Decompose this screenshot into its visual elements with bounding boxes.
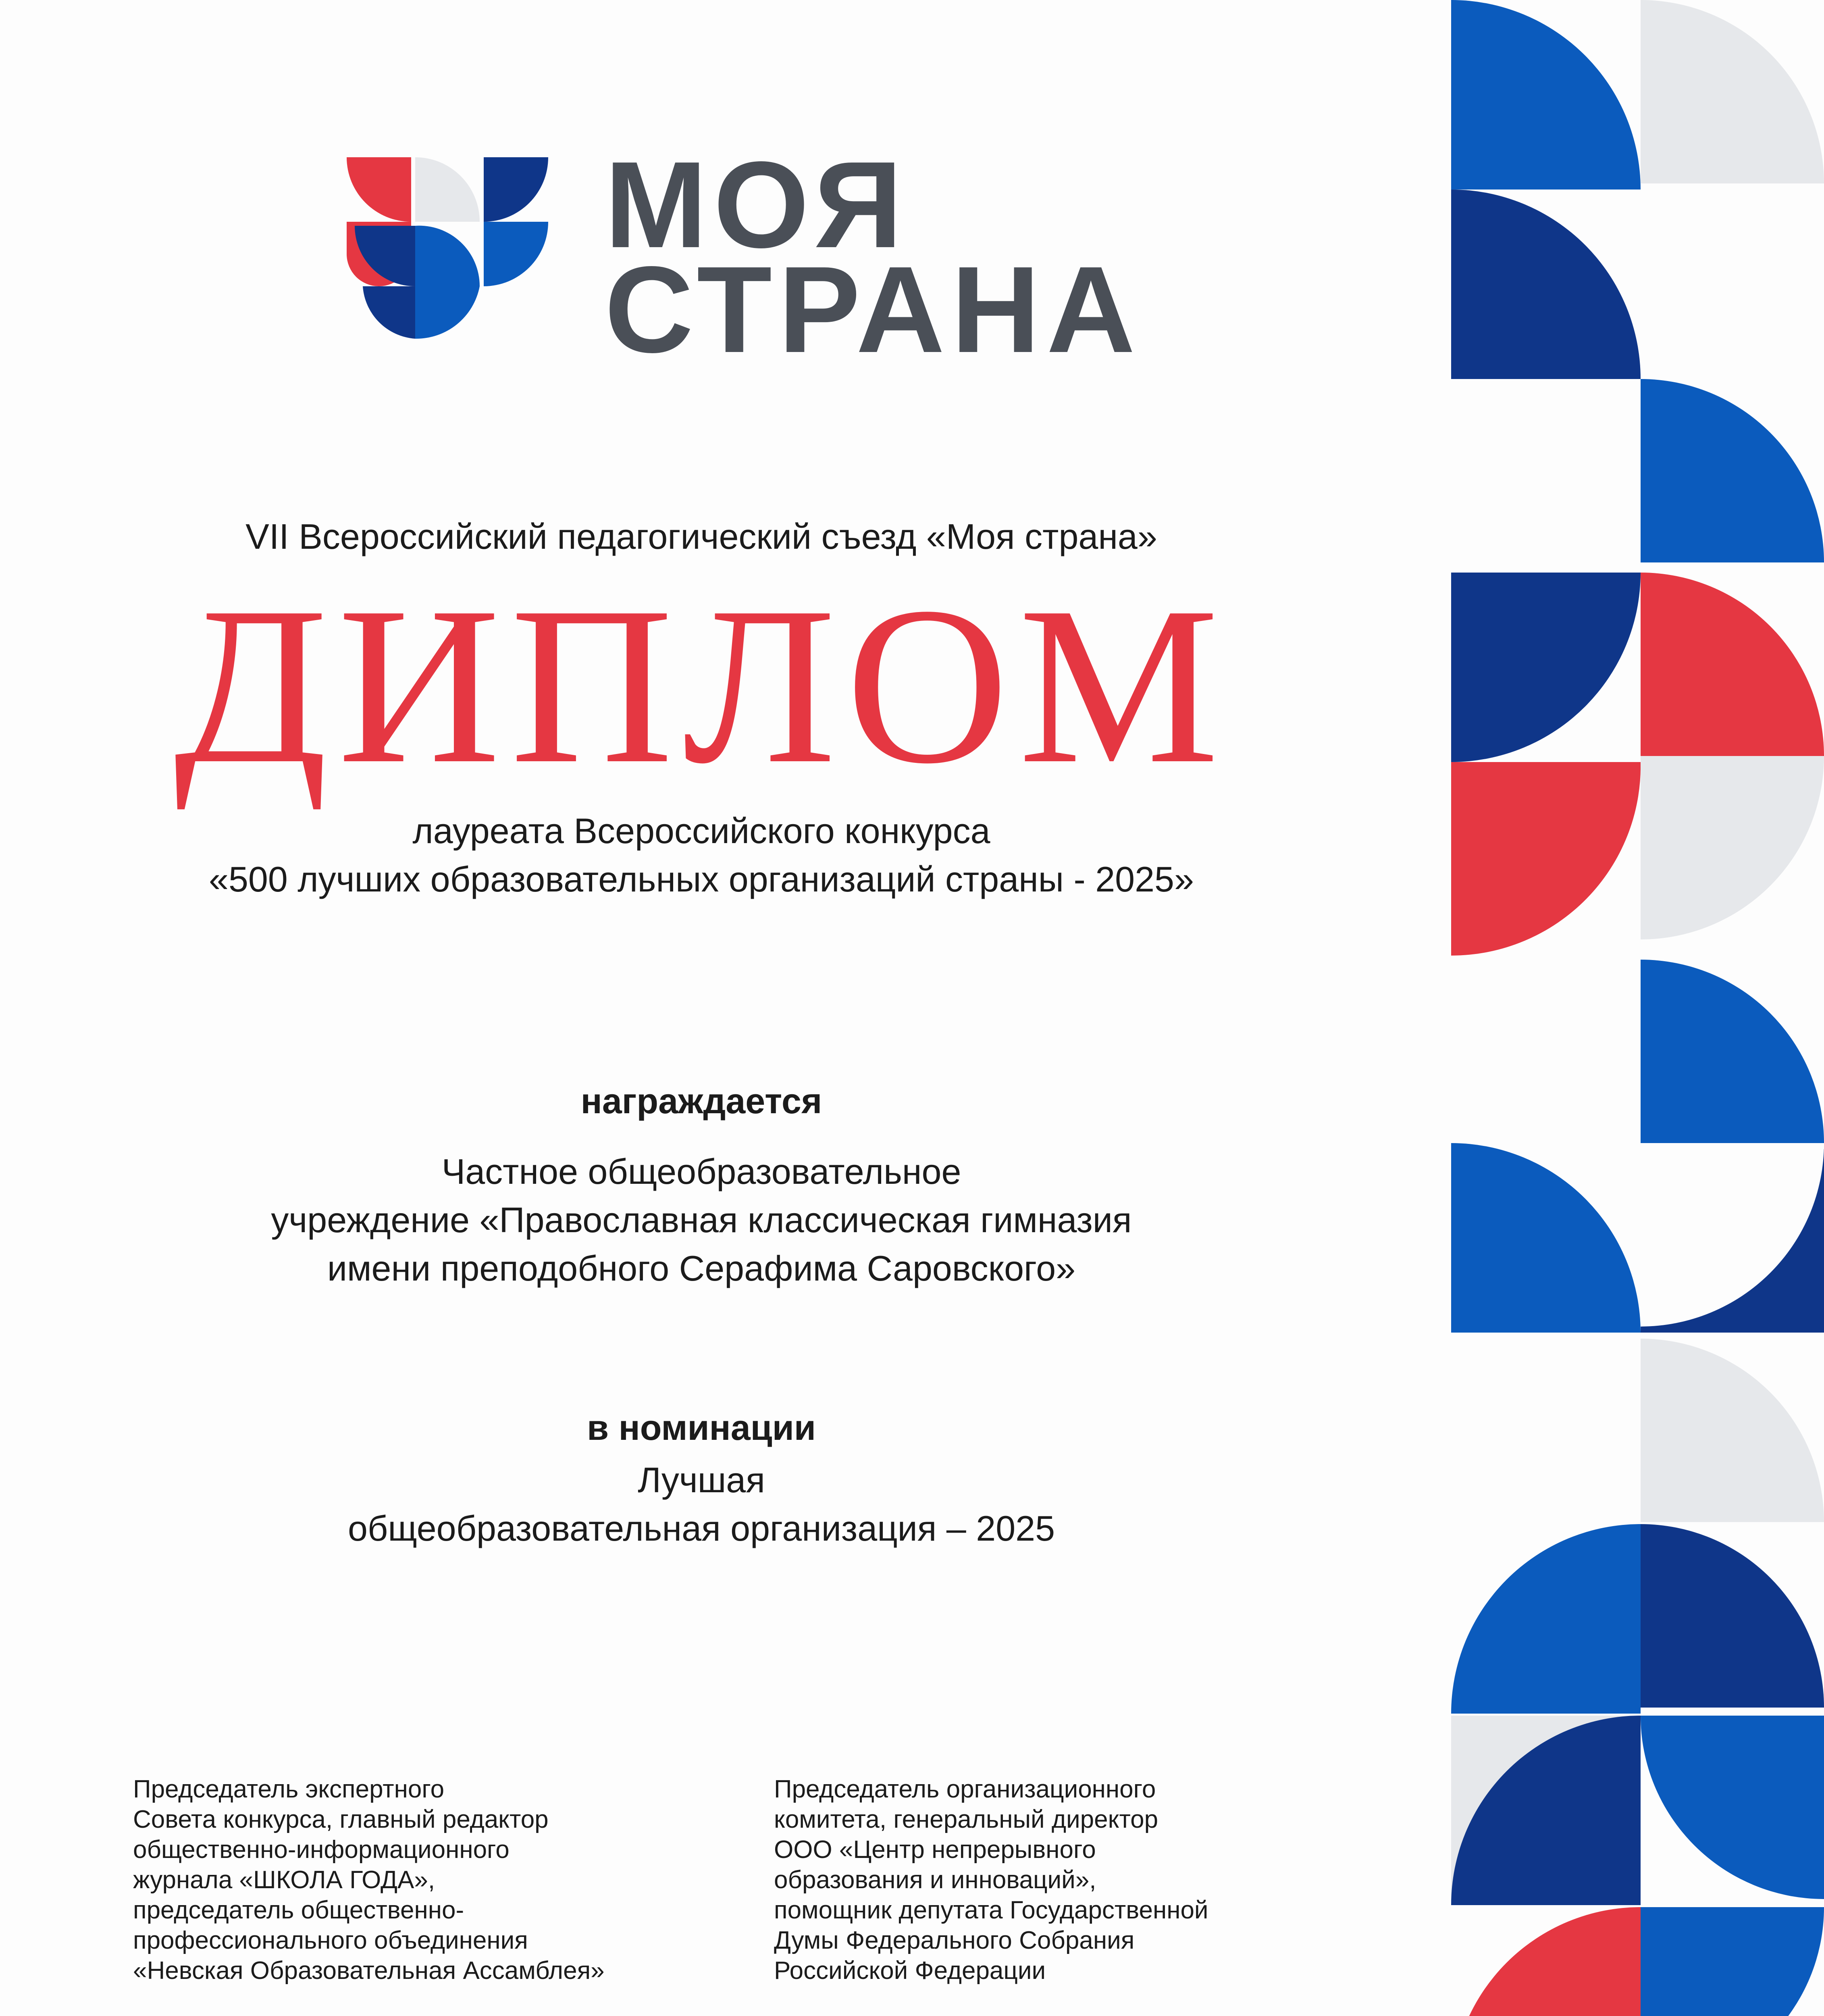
position-line: Думы Федерального Собрания	[774, 1926, 1135, 1954]
organization-line-3: имени преподобного Серафима Саровского»	[327, 1248, 1076, 1288]
position-line: «Невская Образовательная Ассамблея»	[133, 1957, 605, 1985]
diploma-title: ДИПЛОМ	[174, 560, 1229, 810]
decorative-pattern	[1451, 0, 1824, 2016]
laureate-line-2: «500 лучших образовательных организаций страны - 2025»	[209, 859, 1194, 899]
laureate-line-1: лауреата Всероссийского конкурса	[412, 811, 990, 851]
position-line: общественно-информационного	[133, 1836, 510, 1864]
organization-line-1: Частное общеобразовательное	[441, 1152, 961, 1191]
signatory-right	[774, 1774, 1379, 1986]
position-line: помощник депутата Государственной	[774, 1896, 1208, 1924]
position-line: Совета конкурса, главный редактор	[133, 1806, 549, 1833]
position-line: образования и инноваций»,	[774, 1866, 1096, 1894]
logo-mark-icon	[322, 141, 556, 343]
position-line: Российской Федерации	[774, 1957, 1046, 1985]
logo-text-line-1: МОЯ	[605, 136, 909, 273]
congress-title: VII Всероссийский педагогический съезд «Моя страна»	[245, 516, 1157, 556]
position-line: журнала «ШКОЛА ГОДА»,	[133, 1866, 435, 1894]
position-line: председатель общественно-	[133, 1896, 464, 1924]
logo	[322, 136, 1142, 378]
position-line: ООО «Центр непрерывного	[774, 1836, 1096, 1864]
awarded-heading: награждается	[580, 1081, 822, 1121]
nomination-line-2: общеобразовательная организация – 2025	[347, 1508, 1055, 1548]
nomination-heading: в номинации	[587, 1408, 816, 1447]
organization-line-2: учреждение «Православная классическая гимназия	[271, 1200, 1132, 1240]
position-line: Председатель организационного	[774, 1775, 1156, 1803]
signatory-left	[133, 1774, 738, 1986]
position-line: комитета, генеральный директор	[774, 1806, 1158, 1833]
position-line: профессионального объединения	[133, 1926, 528, 1954]
position-line: Председатель экспертного	[133, 1775, 445, 1803]
nomination-line-1: Лучшая	[638, 1460, 765, 1500]
logo-text-line-2: СТРАНА	[605, 241, 1142, 378]
